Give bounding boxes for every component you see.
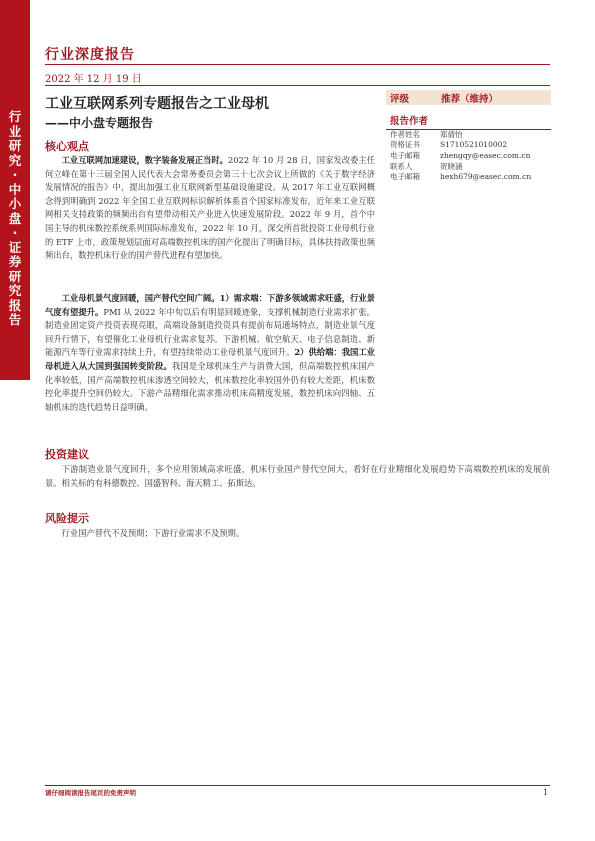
report-subtitle: ——中小盘专题报告 bbox=[45, 116, 154, 130]
analyst-value: S1710521010002 bbox=[440, 140, 508, 150]
analyst-heading: 报告作者 bbox=[390, 116, 429, 127]
core-p2-body2: 我国是全球机床生产与消费大国，但高端数控机床国产化率较低，国产高端数控机床渗透空间较大，机床数控化率较国外仍有较大差距，机床数控化率提升空间仍较大。下游产品精细化需求推动机床高精度发展，数控机床向四轴、五轴机床的迭代趋势日益明确。 bbox=[45, 360, 375, 412]
core-paragraph-1 bbox=[45, 154, 375, 263]
sidebar-banner bbox=[0, 0, 30, 380]
rating-bar bbox=[386, 90, 551, 105]
analyst-value: 郑倩怡 bbox=[440, 129, 463, 139]
invest-paragraph: 下游制造业景气度回升，多个应用领域高求旺盛，机床行业国产替代空间大，看好在行业精细化发展趋势下高端数控机床的发展前景。相关标的有科德数控、国盛智科、海天精工、拓斯达。 bbox=[45, 464, 550, 488]
analyst-row bbox=[386, 172, 551, 183]
analyst-row bbox=[386, 140, 551, 151]
report-date: 2022 年 12 月 19 日 bbox=[45, 74, 142, 85]
sidebar-text: 行业研究·中小盘·证券研究报告 bbox=[8, 109, 22, 327]
core-p1-body: 2022 年 10 月 28 日，国家发改委主任何立峰在第十三届全国人民代表大会常务委员会第三十七次会议上所做的《关于数字经济发展情况的报告》中，提出加强工业互联网新型基础设施建设。从 2017 年工业互联网概念得到明确到 2022 年全国工业互联网标识解析体系首个国家标准发布，近年来工业互联网相关支持政策的频频出台有望带动相关产业进入快速发展阶段。2022 年 9 月，首个中国主导的机床数控系统系列国际标准发布，2022 年 10 月，深交所首批投资工业母机行业的 ETF 上市，政策规划层面对高端数控机床的国产化提出了明确目标，具体扶持政策也频频出台，数控机床行业的国产替代进程有望加快。 bbox=[45, 155, 375, 261]
core-p2-lead: 工业母机景气度回暖，国产替代空间广阔。1）需求端：下游多领域需求旺盛，行业景气度有望提升。 bbox=[45, 293, 375, 317]
analyst-value: 贺晓涵 bbox=[440, 161, 463, 171]
risk-paragraph: 行业国产替代不及预期；下游行业需求不及预期。 bbox=[61, 528, 245, 538]
page-number: 1 bbox=[543, 788, 549, 797]
analyst-email[interactable]: zhengqy@easec.com.cn bbox=[440, 150, 531, 160]
analyst-row bbox=[386, 162, 551, 173]
analyst-key: 电子邮箱 bbox=[390, 150, 420, 160]
rating-value: 推荐（维持） bbox=[441, 93, 499, 105]
info-panel bbox=[386, 90, 551, 183]
analyst-key: 资格证书 bbox=[390, 140, 420, 150]
header-divider bbox=[45, 64, 550, 65]
date-divider bbox=[45, 85, 550, 86]
core-p1-lead: 工业互联网加速建设，数字装备发展正当时。 bbox=[61, 155, 228, 165]
disclaimer-note: 请仔细阅读报告尾页的免责声明 bbox=[45, 789, 136, 797]
core-paragraph-2 bbox=[45, 292, 375, 414]
analyst-row bbox=[386, 151, 551, 162]
analyst-key: 电子邮箱 bbox=[390, 172, 420, 182]
report-title: 工业互联网系列专题报告之工业母机 bbox=[45, 96, 269, 112]
risk-heading: 风险提示 bbox=[45, 512, 89, 525]
analyst-key: 作者姓名 bbox=[390, 129, 420, 139]
core-p2-body: PMI 从 2022 年中旬以后有明显回暖迹象，支撑机械制造行业需求扩张。制造业固定资产投资表现亮眼，高端设备制造投资具有提前布局通场特点，制造业景气度回升行情下，有望催化工业母机行业需求复苏。下游机械、航空航天、电子信息制造、新能源汽车等行业需求持续上升，有望持续带动工业母机景气度回升。 bbox=[45, 306, 375, 358]
invest-heading: 投资建议 bbox=[45, 448, 89, 461]
core-p2-lead2: 2）供给端：我国工业母机进入从大国到强国转变阶段。 bbox=[45, 347, 375, 371]
analyst-key: 联系人 bbox=[390, 161, 413, 171]
footer-divider bbox=[45, 785, 550, 786]
analyst-email[interactable]: hexh679@easec.com.cn bbox=[440, 172, 532, 182]
analyst-row bbox=[386, 130, 551, 141]
rating-label: 评级 bbox=[390, 93, 410, 105]
core-heading: 核心观点 bbox=[45, 140, 89, 153]
report-type: 行业深度报告 bbox=[45, 47, 135, 63]
